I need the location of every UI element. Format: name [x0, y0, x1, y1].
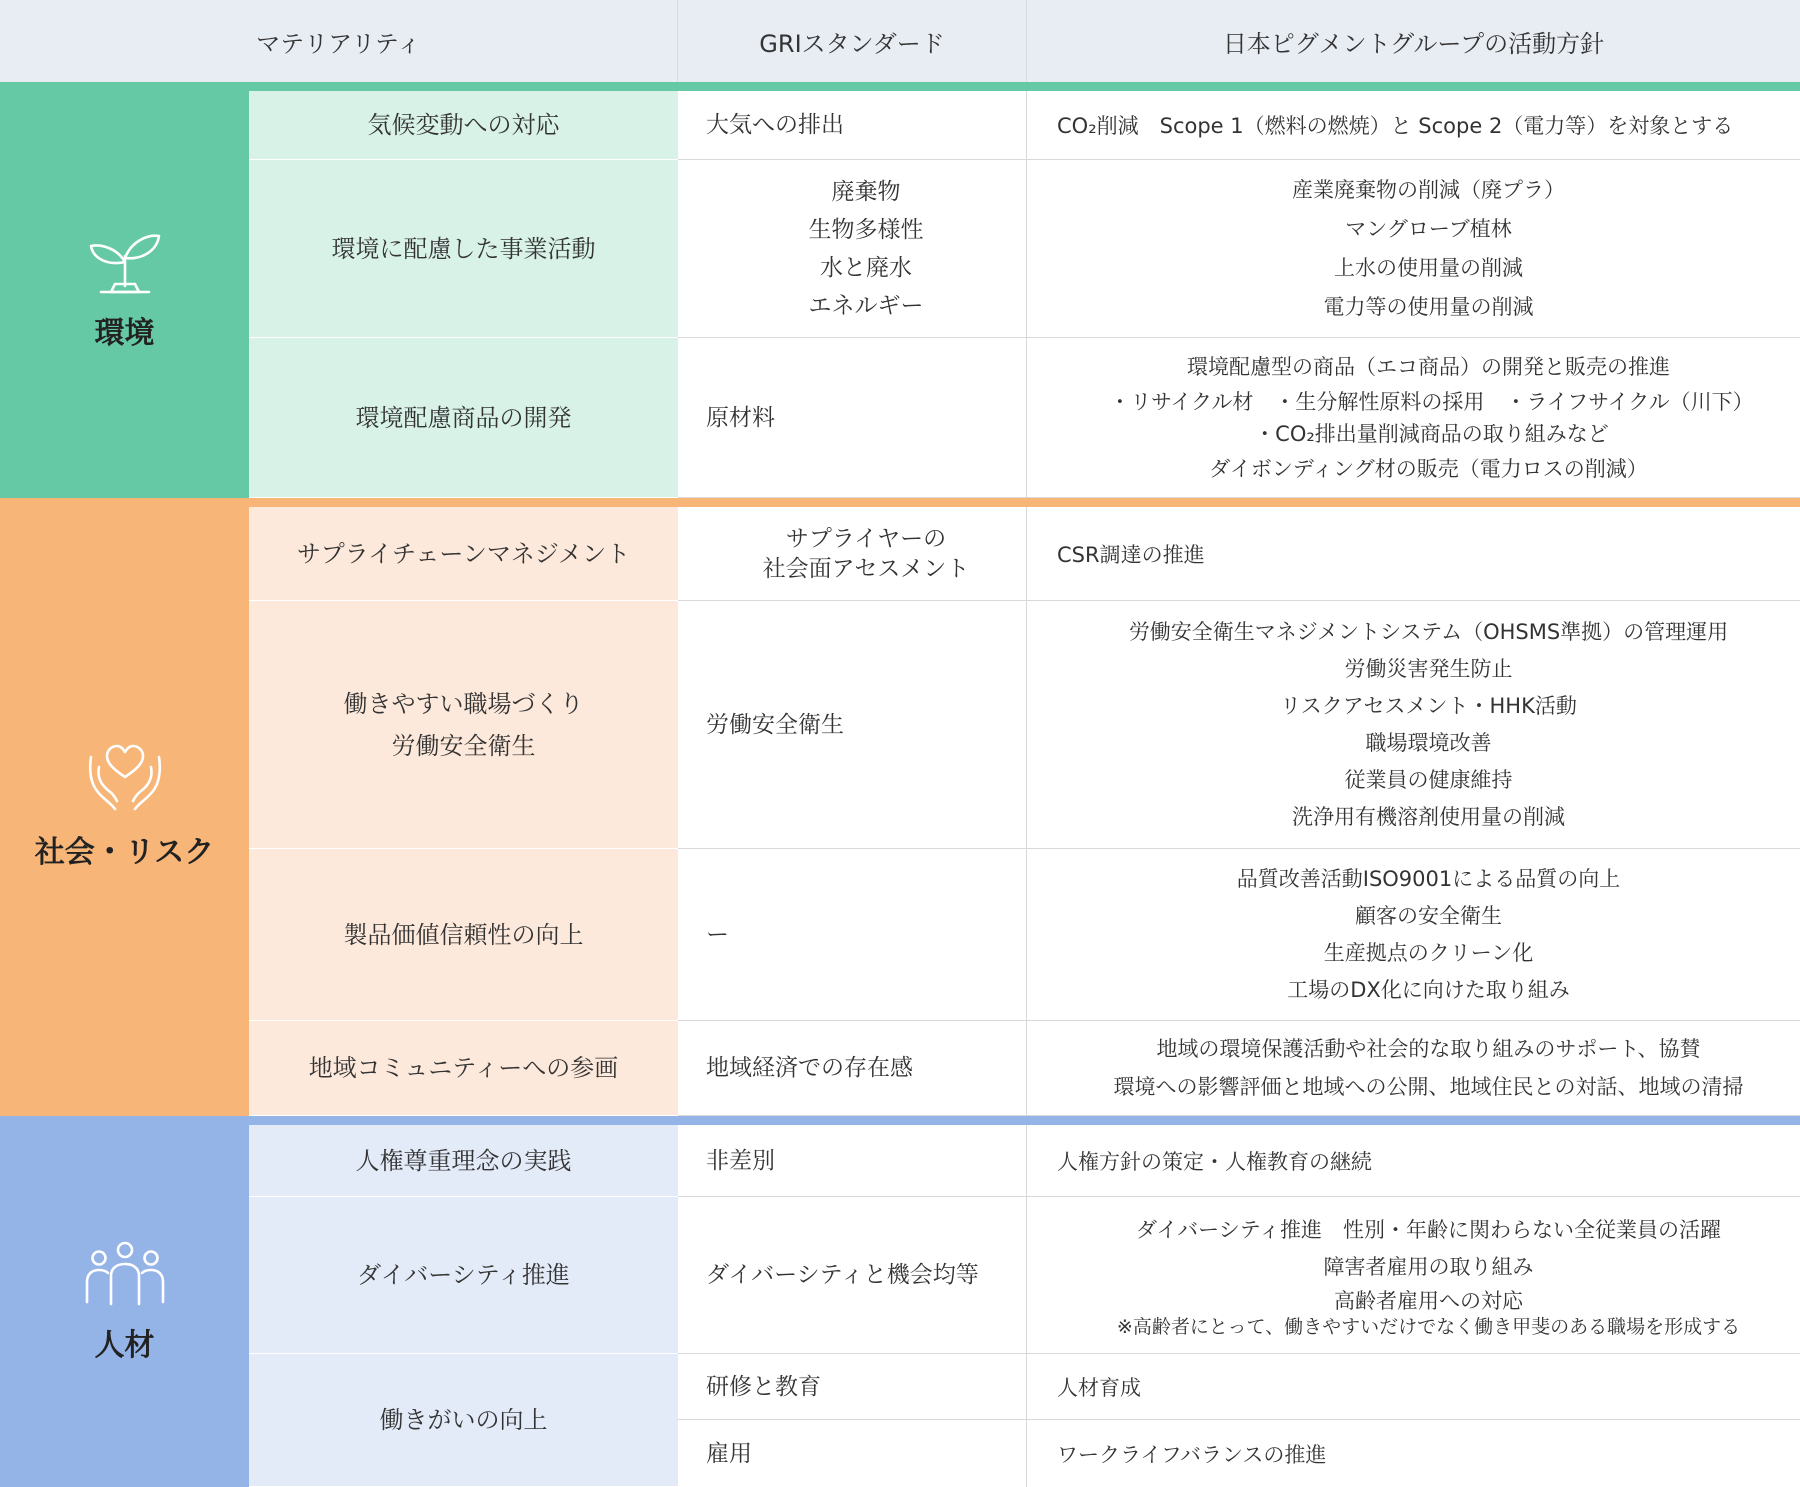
- policy-cell: 人材育成: [1027, 1354, 1800, 1420]
- gri-cell: 廃棄物 生物多様性 水と廃水 エネルギー: [678, 160, 1027, 338]
- policy-cell: 人権方針の策定・人権教育の継続: [1027, 1125, 1800, 1197]
- policy-cell: ワークライフバランスの推進: [1027, 1420, 1800, 1487]
- policy-cell: 地域の環境保護活動や社会的な取り組みのサポート、協賛 環境への影響評価と地域への公開、地域住民との対話、地域の清掃: [1027, 1021, 1800, 1116]
- materiality-cell: ダイバーシティ推進: [249, 1197, 678, 1354]
- env-divider: [0, 82, 1800, 91]
- policy-cell: 環境配慮型の商品（エコ商品）の開発と販売の推進 ・リサイクル材 ・生分解性原料の採用 ・ライフサイクル（川下） ・CO₂排出量削減商品の取り組みなど ダイボンディング材の販売（電力ロスの削減）: [1027, 338, 1800, 498]
- materiality-cell: 気候変動への対応: [249, 91, 678, 160]
- human-divider: [0, 1116, 1800, 1125]
- category-environment: [0, 82, 249, 498]
- category-label: 社会・リスク: [34, 835, 215, 870]
- heart-hands-icon: [85, 743, 165, 813]
- social-divider: [0, 498, 1800, 507]
- materiality-cell: 製品価値信頼性の向上: [249, 849, 678, 1021]
- materiality-cell: 人権尊重理念の実践: [249, 1125, 678, 1197]
- gri-cell: 労働安全衛生: [678, 601, 1027, 849]
- gri-cell: 研修と教育: [678, 1354, 1027, 1420]
- gri-cell: 大気への排出: [678, 91, 1027, 160]
- category-human: [0, 1116, 249, 1487]
- policy-cell: CSR調達の推進: [1027, 507, 1800, 601]
- materiality-cell: サプライチェーンマネジメント: [249, 507, 678, 601]
- header-materiality: マテリアリティ: [0, 0, 678, 82]
- category-label: 人材: [94, 1327, 155, 1363]
- policy-cell: 労働安全衛生マネジメントシステム（OHSMS準拠）の管理運用 労働災害発生防止 リスクアセスメント・HHK活動 職場環境改善 従業員の健康維持 洗浄用有機溶剤使用量の削減: [1027, 601, 1800, 849]
- people-group-icon: [83, 1240, 167, 1306]
- gri-cell: 雇用: [678, 1420, 1027, 1487]
- materiality-cell: 働きやすい職場づくり 労働安全衛生: [249, 601, 678, 849]
- policy-cell: 品質改善活動ISO9001による品質の向上 顧客の安全衛生 生産拠点のクリーン化 工場のDX化に向けた取り組み: [1027, 849, 1800, 1021]
- policy-note: ※高齢者にとって、働きやすいだけでなく働き甲斐のある職場を形成する: [1116, 1316, 1741, 1338]
- gri-cell: 原材料: [678, 338, 1027, 498]
- materiality-cell: 環境配慮商品の開発: [249, 338, 678, 498]
- sprout-icon: [87, 228, 163, 294]
- gri-cell: 非差別: [678, 1125, 1027, 1197]
- gri-cell: ダイバーシティと機会均等: [678, 1197, 1027, 1354]
- materiality-cell: 働きがいの向上: [249, 1354, 678, 1487]
- category-label: 環境: [94, 316, 155, 351]
- header-gri: GRIスタンダード: [678, 0, 1027, 82]
- policy-cell: CO₂削減 Scope 1（燃料の燃焼）と Scope 2（電力等）を対象とする: [1027, 91, 1800, 160]
- policy-cell: ダイバーシティ推進 性別・年齢に関わらない全従業員の活躍 障害者雇用の取り組み 高齢者雇用への対応 ※高齢者にとって、働きやすいだけでなく働き甲斐のある職場を形成する: [1027, 1197, 1800, 1354]
- category-social: [0, 498, 249, 1116]
- gri-cell: 地域経済での存在感: [678, 1021, 1027, 1116]
- policy-cell: 産業廃棄物の削減（廃プラ） マングローブ植林 上水の使用量の削減 電力等の使用量の削減: [1027, 160, 1800, 338]
- gri-cell: サプライヤーの 社会面アセスメント: [678, 507, 1027, 601]
- header-policy: 日本ピグメントグループの活動方針: [1027, 0, 1800, 82]
- gri-cell: ー: [678, 849, 1027, 1021]
- materiality-cell: 地域コミュニティーへの参画: [249, 1021, 678, 1116]
- materiality-cell: 環境に配慮した事業活動: [249, 160, 678, 338]
